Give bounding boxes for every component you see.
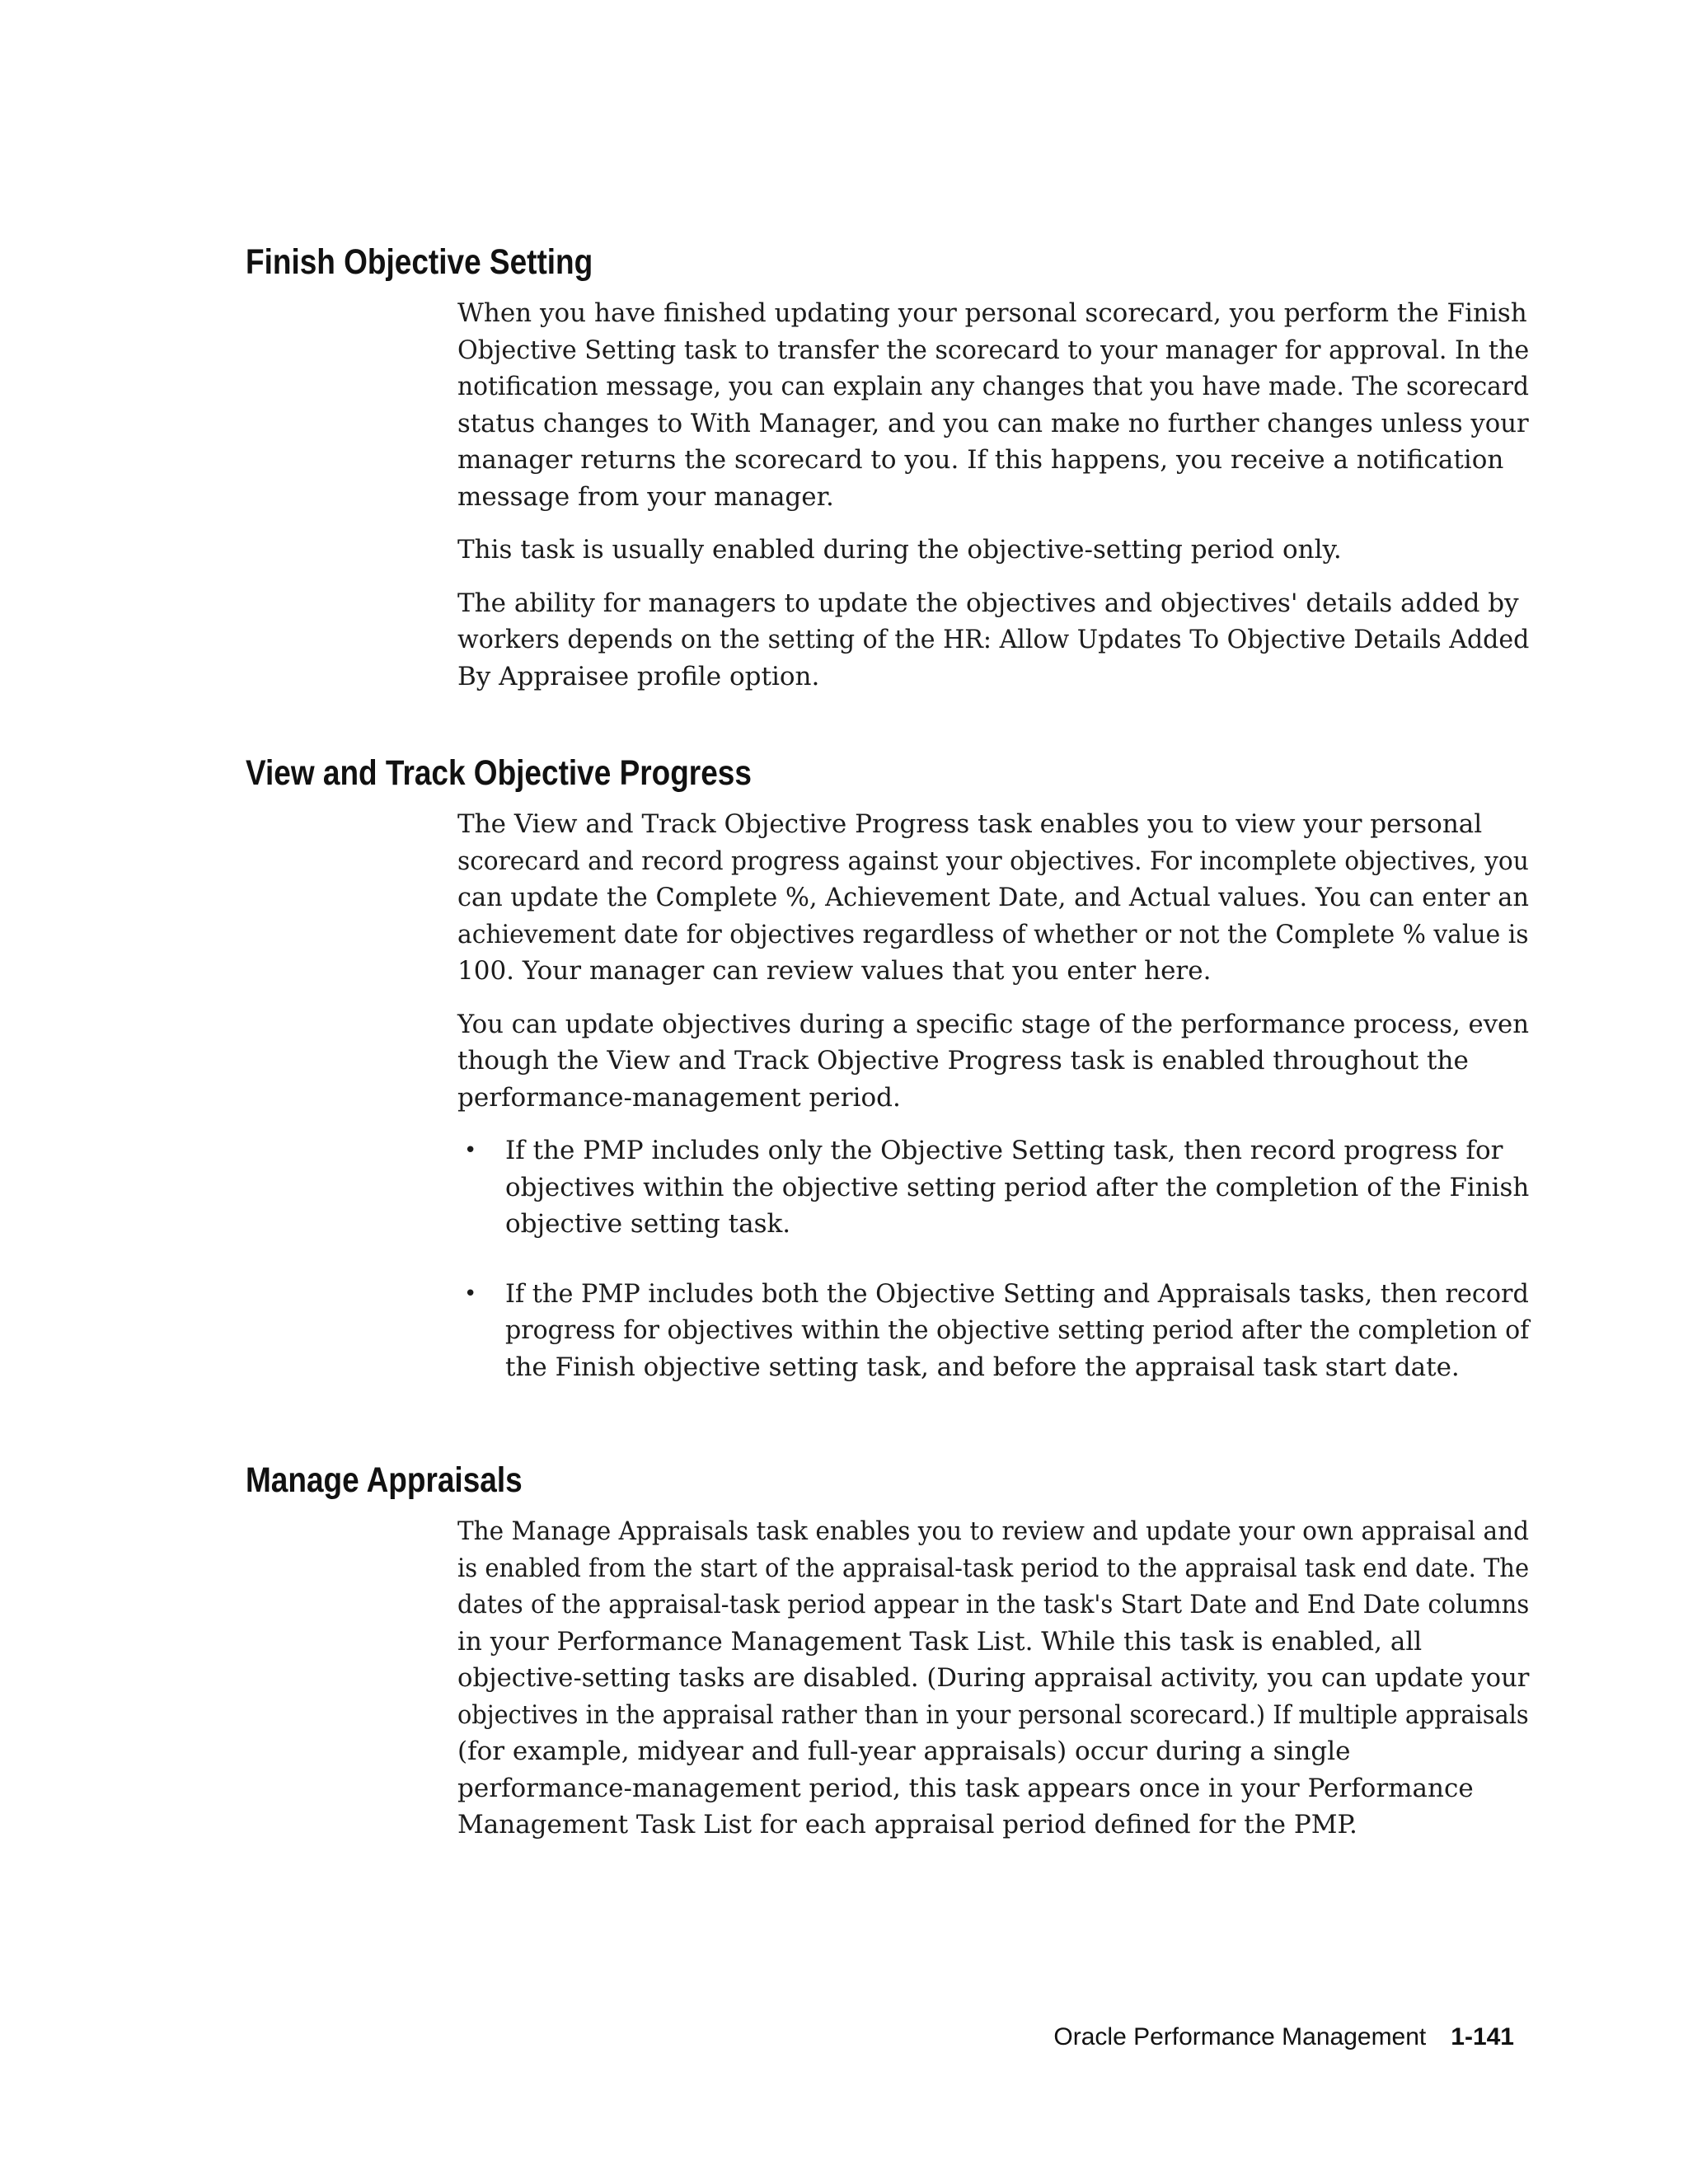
text-line: workers depends on the setting of the HR: Allow Updates To Objective Details Added <box>457 625 1530 654</box>
text-line: The ability for managers to update the objectives and objectives' details added by <box>457 588 1519 618</box>
text-line: objectives in the appraisal rather than in your personal scorecard.) If multiple appraisals <box>457 1699 1529 1730</box>
text-line: When you have finished updating your personal scorecard, you perform the Finish <box>457 298 1527 328</box>
text-line: performance-management period, this task appears once in your Performance <box>457 1773 1474 1803</box>
text-line: performance-management period. <box>457 1082 901 1113</box>
page-footer <box>1053 2021 1514 2054</box>
text-line: progress for objectives within the objective setting period after the completion of <box>505 1315 1530 1345</box>
section-heading: View and Track Objective Progress <box>246 753 752 793</box>
section-body <box>457 1513 1529 1860</box>
text-line: achievement date for objectives regardless of whether or not the Complete % value is <box>457 919 1529 949</box>
text-line: objective setting task. <box>505 1209 791 1239</box>
text-line: The View and Track Objective Progress task enables you to view your personal <box>457 809 1483 839</box>
bullet-list <box>457 1132 1529 1385</box>
list-item <box>457 1132 1529 1243</box>
text-line: This task is usually enabled during the objective-setting period only. <box>457 535 1342 565</box>
text-line: message from your manager. <box>457 481 834 512</box>
section-body <box>457 295 1529 711</box>
text-line: If the PMP includes only the Objective Setting task, then record progress for <box>505 1136 1503 1165</box>
text-line: notification message, you can explain any changes that you have made. The scorecard <box>457 372 1529 401</box>
paragraph <box>457 1513 1529 1844</box>
text-line: Management Task List for each appraisal period defined for the PMP. <box>457 1810 1357 1840</box>
text-line: Objective Setting task to transfer the scorecard to your manager for approval. In the <box>457 335 1530 365</box>
section-body <box>457 806 1529 1418</box>
text-line: scorecard and record progress against your objectives. For incomplete objectives, you <box>457 846 1529 876</box>
text-line: the Finish objective setting task, and before the appraisal task start date. <box>505 1352 1460 1382</box>
paragraph <box>457 1006 1529 1117</box>
text-line: in your Performance Management Task List. While this task is enabled, all <box>457 1626 1423 1657</box>
bullet-icon: • <box>464 1281 477 1306</box>
text-line: 100. Your manager can review values that you enter here. <box>457 956 1212 986</box>
text-line: status changes to With Manager, and you can make no further changes unless your <box>457 408 1529 438</box>
text-line: The Manage Appraisals task enables you to review and update your own appraisal and <box>457 1516 1529 1546</box>
paragraph <box>457 806 1529 990</box>
text-line: manager returns the scorecard to you. If this happens, you receive a notification <box>457 445 1504 475</box>
paragraph <box>457 295 1529 515</box>
list-item <box>457 1276 1529 1386</box>
text-line: objective-setting tasks are disabled. (During appraisal activity, you can update your <box>457 1663 1530 1693</box>
text-line: is enabled from the start of the appraisal-task period to the appraisal task end date. The <box>457 1553 1530 1583</box>
text-line: can update the Complete %, Achievement Date, and Actual values. You can enter an <box>457 883 1530 912</box>
bullet-icon: • <box>464 1138 477 1163</box>
text-line: If the PMP includes both the Objective Setting and Appraisals tasks, then record <box>505 1278 1529 1309</box>
paragraph <box>457 532 1529 569</box>
section-heading: Manage Appraisals <box>246 1460 523 1500</box>
text-line: (for example, midyear and full-year appraisals) occur during a single <box>457 1736 1351 1766</box>
footer-title: Oracle Performance Management <box>1053 2023 1427 2050</box>
text-line: objectives within the objective setting period after the completion of the Finish <box>505 1172 1530 1202</box>
section-heading: Finish Objective Setting <box>246 242 593 282</box>
page-number: 1-141 <box>1451 2023 1514 2050</box>
text-line: By Appraisee profile option. <box>457 661 820 691</box>
paragraph <box>457 585 1529 696</box>
text-line: dates of the appraisal-task period appear in the task's Start Date and End Date columns <box>457 1590 1530 1619</box>
text-line: You can update objectives during a specific stage of the performance process, even <box>457 1009 1530 1039</box>
text-line: though the View and Track Objective Progress task is enabled throughout the <box>457 1046 1469 1076</box>
